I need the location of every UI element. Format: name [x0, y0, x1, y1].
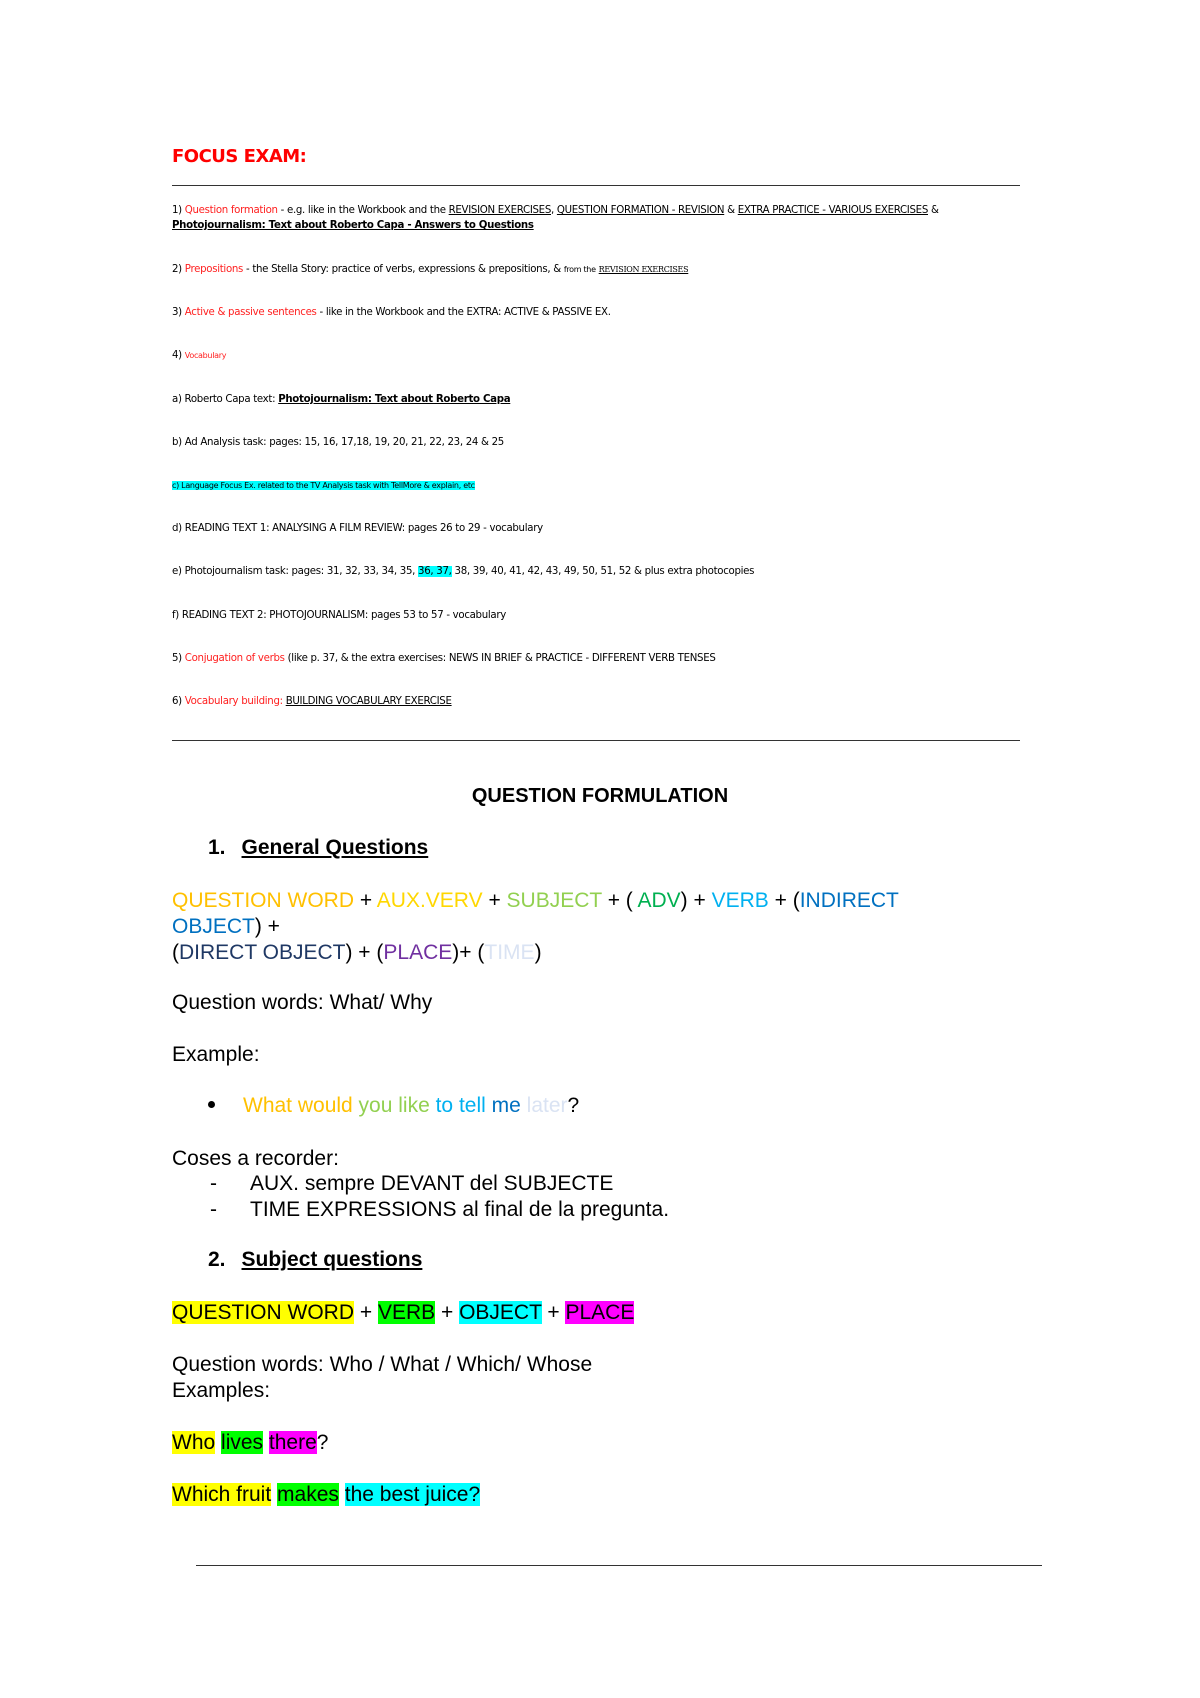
example-word: What would: [243, 1094, 353, 1117]
item-text: b) Ad Analysis task: pages: 15, 16, 17,18, 19, 20, 21, 22, 23, 24 & 25: [172, 437, 504, 448]
remember-label: Coses a recorder:: [172, 1147, 339, 1170]
example-3: [172, 1482, 480, 1508]
section-label: General Questions: [241, 836, 429, 859]
dash: -: [210, 1172, 217, 1195]
example-2: [172, 1430, 328, 1456]
example-word: makes: [277, 1483, 339, 1506]
example-label: Example:: [172, 1043, 260, 1066]
item-text: f) READING TEXT 2: PHOTOJOURNALISM: pages 53 to 57 - vocabulary: [172, 610, 506, 621]
question-words-1: Question words: What/ Why: [172, 991, 433, 1014]
indirect-object-part: INDIRECT: [799, 889, 899, 912]
item-text: (like p. 37, & the extra exercises: NEWS IN BRIEF & PRACTICE - DIFFERENT VERB TENSES: [284, 653, 716, 664]
example-word: like: [398, 1094, 430, 1117]
formula-line-2: [172, 914, 1012, 940]
section-1-heading: [208, 836, 428, 860]
item-label: Vocabulary building:: [184, 696, 283, 707]
focus-item-4: [172, 348, 1012, 363]
open-paren: (: [792, 889, 800, 912]
time-part: TIME: [484, 941, 535, 964]
example-word: me: [485, 1094, 521, 1117]
item-number: 5): [172, 653, 185, 664]
general-question-formula: [172, 888, 1012, 966]
place-part: PLACE: [383, 941, 453, 964]
focus-item-2: [172, 262, 1012, 277]
aux-verb-part: AUX.VERV: [376, 889, 483, 912]
focus-item-f: [172, 608, 1012, 623]
question-words-2: Question words: Who / What / Which/ Whose: [172, 1353, 593, 1376]
close-paren: ): [345, 941, 353, 964]
indirect-object-part: OBJECT: [172, 915, 255, 938]
example-word: lives: [221, 1431, 264, 1454]
plus: +: [354, 1301, 378, 1324]
remember-text: TIME EXPRESSIONS al final de la pregunta.: [250, 1198, 670, 1221]
plus: +: [435, 1301, 460, 1324]
close-paren: ): [534, 941, 542, 964]
example-word: you: [352, 1094, 399, 1117]
item-number: 2): [172, 264, 185, 275]
item-label: Prepositions: [184, 264, 244, 275]
item-number: 3): [172, 307, 185, 318]
separator: &: [724, 205, 738, 216]
verb-part: VERB: [377, 1301, 436, 1324]
subject-question-formula: [172, 1300, 634, 1326]
top-divider: [172, 185, 1020, 186]
example-word: later: [520, 1094, 568, 1117]
remember-item-1: [210, 1172, 613, 1196]
revision-exercises-link[interactable]: REVISION EXERCISES: [598, 265, 689, 274]
item-number: 1): [172, 205, 185, 216]
focus-item-c: [172, 478, 1012, 493]
plus: +: [352, 941, 377, 964]
focus-item-6: [172, 694, 1012, 709]
dash: -: [210, 1198, 217, 1221]
item-text: 38, 39, 40, 41, 42, 43, 49, 50, 51, 52 & plus extra photocopies: [451, 566, 755, 577]
focus-item-b: [172, 435, 1012, 450]
section-2-heading: [208, 1248, 422, 1272]
focus-item-1: [172, 203, 1012, 233]
middle-divider: [172, 740, 1020, 741]
section-number: 2.: [208, 1248, 226, 1271]
open-paren: (: [477, 941, 485, 964]
extra-practice-link[interactable]: EXTRA PRACTICE - VARIOUS EXERCISES: [737, 205, 928, 216]
item-label: Question formation: [184, 205, 278, 216]
direct-object-part: DIRECT OBJECT: [179, 941, 346, 964]
subject-part: SUBJECT: [506, 889, 602, 912]
question-mark: ?: [567, 1094, 580, 1117]
separator: &: [928, 205, 939, 216]
plus: +: [482, 889, 507, 912]
plus: +: [768, 889, 793, 912]
formula-line-3: (DIRECT OBJECT) + (PLACE)+ (TIME): [172, 941, 542, 964]
plus: +: [601, 889, 626, 912]
question-word-part: QUESTION WORD: [172, 1301, 354, 1324]
remember-item-2: [210, 1198, 669, 1222]
formula-line-1: [172, 888, 1012, 914]
item-label: Vocabulary: [184, 351, 227, 360]
verb-part: VERB: [711, 889, 769, 912]
focus-item-e: [172, 564, 1012, 579]
question-formation-revision-link[interactable]: QUESTION FORMATION - REVISION: [556, 205, 725, 216]
example-1-bullet: [208, 1094, 579, 1118]
item-text: e) Photojournalism task: pages: 31, 32, 33, 34, 35,: [172, 566, 419, 577]
item-label: Active & passive sentences: [184, 307, 317, 318]
bullet-icon: [208, 1101, 215, 1108]
item-number: 4): [172, 350, 185, 361]
item-text: - like in the Workbook and the EXTRA: ACTIVE & PASSIVE EX.: [316, 307, 611, 318]
close-paren: ): [680, 889, 688, 912]
focus-item-a: [172, 392, 1012, 407]
question-formulation-title: QUESTION FORMULATION: [471, 785, 729, 807]
photojournalism-answers-link[interactable]: Photojournalism: Text about Roberto Capa - Answers to Questions: [172, 220, 534, 231]
bottom-divider: [196, 1565, 1042, 1566]
example-word: to tell: [429, 1094, 486, 1117]
small-text: from the: [563, 265, 596, 274]
open-paren: (: [376, 941, 384, 964]
adverb-part: ADV: [637, 889, 681, 912]
photojournalism-text-link[interactable]: Photojournalism: Text about Roberto Capa: [278, 394, 511, 405]
examples-label: Examples:: [172, 1379, 271, 1402]
question-mark: ?: [316, 1431, 329, 1454]
separator: ,: [551, 205, 557, 216]
example-word: Which fruit: [172, 1483, 272, 1506]
highlighted-item-text: c) Language Focus Ex. related to the TV Analysis task with TellMore & explain, etc: [172, 481, 475, 490]
close-paren: ): [452, 941, 460, 964]
item-number: 6): [172, 696, 185, 707]
example-word: there: [268, 1431, 317, 1454]
open-paren: (: [172, 941, 179, 964]
open-paren: (: [625, 889, 638, 912]
question-word-part: QUESTION WORD: [172, 889, 354, 912]
section-number: 1.: [208, 836, 226, 859]
example-word: Who: [172, 1431, 216, 1454]
example-word: the best juice?: [344, 1483, 481, 1506]
plus: +: [354, 889, 377, 912]
plus: +: [541, 1301, 566, 1324]
item-text: - the Stella Story: practice of verbs, expressions & prepositions, &: [243, 264, 564, 275]
item-text: d) READING TEXT 1: ANALYSING A FILM REVIEW: pages 26 to 29 - vocabulary: [172, 523, 543, 534]
item-text: - e.g. like in the Workbook and the: [277, 205, 449, 216]
focus-item-3: [172, 305, 1012, 320]
item-text: a) Roberto Capa text:: [172, 394, 279, 405]
focus-item-d: [172, 521, 1012, 536]
focus-item-5: [172, 651, 1012, 666]
focus-exam-title: FOCUS EXAM:: [172, 146, 307, 167]
section-label: Subject questions: [241, 1248, 423, 1271]
remember-text: AUX. sempre DEVANT del SUBJECTE: [250, 1172, 614, 1195]
building-vocabulary-link[interactable]: BUILDING VOCABULARY EXERCISE: [285, 696, 452, 707]
plus: +: [687, 889, 712, 912]
item-label: Conjugation of verbs: [184, 653, 285, 664]
revision-exercises-link[interactable]: REVISION EXERCISES: [448, 205, 551, 216]
highlighted-pages: 36, 37,: [418, 566, 452, 577]
place-part: PLACE: [565, 1301, 635, 1324]
object-part: OBJECT: [459, 1301, 542, 1324]
close-paren-plus: ) +: [254, 915, 280, 938]
